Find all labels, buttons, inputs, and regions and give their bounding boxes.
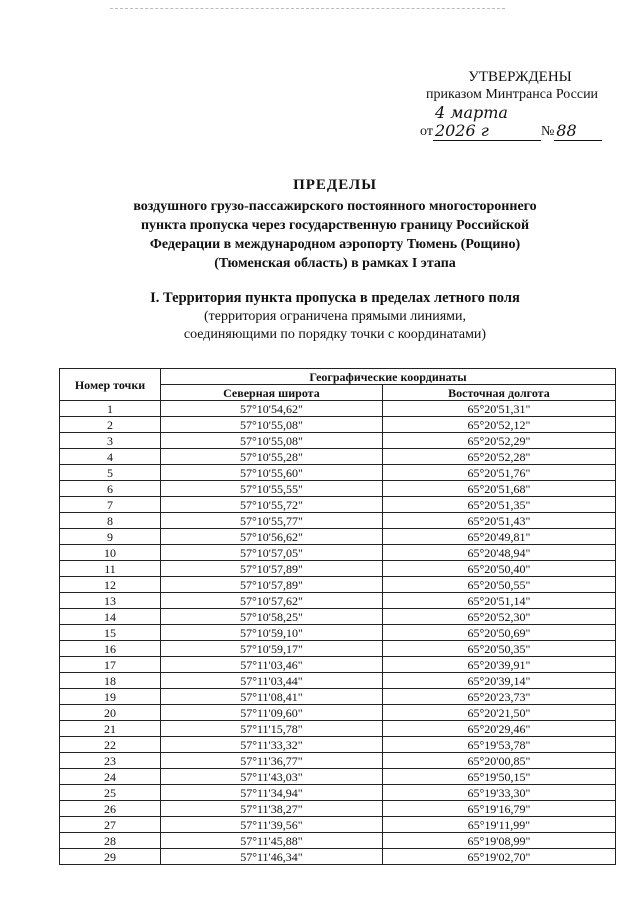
cell-longitude: 65°20'50,35"	[382, 641, 615, 657]
cell-point-number: 4	[60, 449, 161, 465]
cell-longitude: 65°19'33,30"	[382, 785, 615, 801]
table-row	[60, 817, 616, 833]
document-title	[80, 176, 590, 273]
cell-longitude: 65°20'51,31"	[382, 401, 615, 417]
cell-point-number: 16	[60, 641, 161, 657]
section-heading-block	[80, 288, 590, 344]
cell-longitude: 65°20'49,81"	[382, 529, 615, 545]
cell-longitude: 65°20'51,43"	[382, 513, 615, 529]
cell-latitude: 57°11'03,44"	[161, 673, 383, 689]
cell-latitude: 57°11'08,41"	[161, 689, 383, 705]
cell-point-number: 26	[60, 801, 161, 817]
cell-point-number: 5	[60, 465, 161, 481]
scan-top-edge	[110, 8, 505, 9]
cell-point-number: 7	[60, 497, 161, 513]
cell-longitude: 65°20'23,73"	[382, 689, 615, 705]
cell-latitude: 57°10'55,28"	[161, 449, 383, 465]
table-row	[60, 705, 616, 721]
cell-latitude: 57°11'09,60"	[161, 705, 383, 721]
cell-point-number: 14	[60, 609, 161, 625]
table-row	[60, 609, 616, 625]
header-latitude: Северная широта	[161, 385, 383, 401]
cell-latitude: 57°10'55,60"	[161, 465, 383, 481]
cell-latitude: 57°11'38,27"	[161, 801, 383, 817]
table-row	[60, 449, 616, 465]
cell-point-number: 3	[60, 433, 161, 449]
cell-latitude: 57°10'57,62"	[161, 593, 383, 609]
table-row	[60, 641, 616, 657]
number-sign: №	[540, 124, 555, 139]
cell-longitude: 65°20'51,14"	[382, 593, 615, 609]
cell-longitude: 65°20'50,69"	[382, 625, 615, 641]
cell-latitude: 57°11'03,46"	[161, 657, 383, 673]
cell-latitude: 57°10'55,08"	[161, 433, 383, 449]
header-longitude: Восточная долгота	[382, 385, 615, 401]
approval-block	[420, 68, 620, 141]
cell-latitude: 57°10'59,10"	[161, 625, 383, 641]
table-row	[60, 737, 616, 753]
cell-point-number: 2	[60, 417, 161, 433]
cell-latitude: 57°10'55,08"	[161, 417, 383, 433]
cell-latitude: 57°11'46,34"	[161, 849, 383, 865]
header-point-number: Номер точки	[60, 369, 161, 401]
cell-longitude: 65°19'11,99"	[382, 817, 615, 833]
table-row	[60, 849, 616, 865]
cell-longitude: 65°20'21,50"	[382, 705, 615, 721]
title-line: Федерации в международном аэропорту Тюмень (Рощино)	[149, 237, 521, 252]
table-body	[60, 401, 616, 865]
cell-latitude: 57°11'39,56"	[161, 817, 383, 833]
cell-longitude: 65°20'52,28"	[382, 449, 615, 465]
cell-longitude: 65°20'51,76"	[382, 465, 615, 481]
table-row	[60, 833, 616, 849]
cell-point-number: 9	[60, 529, 161, 545]
cell-longitude: 65°19'08,99"	[382, 833, 615, 849]
cell-latitude: 57°10'57,89"	[161, 561, 383, 577]
cell-longitude: 65°20'39,14"	[382, 673, 615, 689]
cell-point-number: 28	[60, 833, 161, 849]
table-row	[60, 801, 616, 817]
cell-latitude: 57°11'33,32"	[161, 737, 383, 753]
cell-point-number: 23	[60, 753, 161, 769]
table-row	[60, 657, 616, 673]
header-geo-coordinates: Географические координаты	[161, 369, 616, 385]
cell-longitude: 65°20'50,40"	[382, 561, 615, 577]
table-row	[60, 753, 616, 769]
table-row	[60, 401, 616, 417]
cell-longitude: 65°19'16,79"	[382, 801, 615, 817]
section-heading: I. Территория пункта пропуска в пределах летного поля	[150, 290, 520, 306]
section-note-line: (территория ограничена прямыми линиями,	[203, 309, 467, 324]
table-row	[60, 769, 616, 785]
cell-point-number: 20	[60, 705, 161, 721]
table-row	[60, 785, 616, 801]
cell-point-number: 11	[60, 561, 161, 577]
cell-latitude: 57°10'57,05"	[161, 545, 383, 561]
title-line: пункта пропуска через государственную границу Российской	[140, 218, 530, 233]
cell-point-number: 6	[60, 481, 161, 497]
cell-point-number: 27	[60, 817, 161, 833]
cell-longitude: 65°19'53,78"	[382, 737, 615, 753]
table-row	[60, 721, 616, 737]
cell-latitude: 57°10'54,62"	[161, 401, 383, 417]
cell-point-number: 25	[60, 785, 161, 801]
table-row	[60, 673, 616, 689]
cell-point-number: 1	[60, 401, 161, 417]
cell-longitude: 65°20'00,85"	[382, 753, 615, 769]
approval-order-line: приказом Минтранса России	[426, 87, 599, 102]
table-row	[60, 593, 616, 609]
cell-longitude: 65°20'50,55"	[382, 577, 615, 593]
table-row	[60, 513, 616, 529]
cell-point-number: 13	[60, 593, 161, 609]
cell-longitude: 65°20'52,29"	[382, 433, 615, 449]
cell-longitude: 65°20'39,91"	[382, 657, 615, 673]
cell-point-number: 15	[60, 625, 161, 641]
cell-latitude: 57°11'34,94"	[161, 785, 383, 801]
coordinates-table	[59, 368, 616, 865]
cell-latitude: 57°10'55,72"	[161, 497, 383, 513]
cell-longitude: 65°20'51,35"	[382, 497, 615, 513]
table-row	[60, 497, 616, 513]
cell-point-number: 24	[60, 769, 161, 785]
cell-longitude: 65°19'50,15"	[382, 769, 615, 785]
cell-latitude: 57°10'56,62"	[161, 529, 383, 545]
cell-longitude: 65°20'51,68"	[382, 481, 615, 497]
title-heading: ПРЕДЕЛЫ	[293, 177, 377, 193]
approval-title: УТВЕРЖДЕНЫ	[468, 69, 572, 85]
title-line: (Тюменская область) в рамках I этапа	[214, 256, 456, 271]
cell-longitude: 65°20'29,46"	[382, 721, 615, 737]
cell-point-number: 22	[60, 737, 161, 753]
title-line: воздушного грузо-пассажирского постоянного многостороннего	[133, 199, 537, 214]
table-header-row	[60, 369, 616, 385]
cell-latitude: 57°10'55,55"	[161, 481, 383, 497]
handwritten-date: 4 марта 2026 г	[433, 104, 541, 141]
cell-longitude: 65°19'02,70"	[382, 849, 615, 865]
table-row	[60, 529, 616, 545]
table-row	[60, 433, 616, 449]
table-row	[60, 577, 616, 593]
table-row	[60, 465, 616, 481]
cell-longitude: 65°20'48,94"	[382, 545, 615, 561]
handwritten-number: 88	[554, 122, 602, 141]
cell-longitude: 65°20'52,12"	[382, 417, 615, 433]
table-row	[60, 561, 616, 577]
cell-point-number: 21	[60, 721, 161, 737]
date-prefix: от	[420, 124, 433, 139]
cell-latitude: 57°11'36,77"	[161, 753, 383, 769]
cell-latitude: 57°11'15,78"	[161, 721, 383, 737]
cell-point-number: 8	[60, 513, 161, 529]
cell-latitude: 57°10'57,89"	[161, 577, 383, 593]
cell-point-number: 10	[60, 545, 161, 561]
cell-latitude: 57°11'45,88"	[161, 833, 383, 849]
table-row	[60, 417, 616, 433]
cell-point-number: 17	[60, 657, 161, 673]
cell-latitude: 57°10'59,17"	[161, 641, 383, 657]
cell-point-number: 29	[60, 849, 161, 865]
cell-latitude: 57°10'58,25"	[161, 609, 383, 625]
cell-point-number: 19	[60, 689, 161, 705]
table-row	[60, 625, 616, 641]
cell-latitude: 57°10'55,77"	[161, 513, 383, 529]
cell-longitude: 65°20'52,30"	[382, 609, 615, 625]
cell-point-number: 12	[60, 577, 161, 593]
cell-point-number: 18	[60, 673, 161, 689]
table-row	[60, 545, 616, 561]
section-note-line: соединяющими по порядку точки с координатами)	[183, 327, 487, 342]
cell-latitude: 57°11'43,03"	[161, 769, 383, 785]
table-row	[60, 689, 616, 705]
approval-date-line	[420, 104, 620, 141]
table-row	[60, 481, 616, 497]
